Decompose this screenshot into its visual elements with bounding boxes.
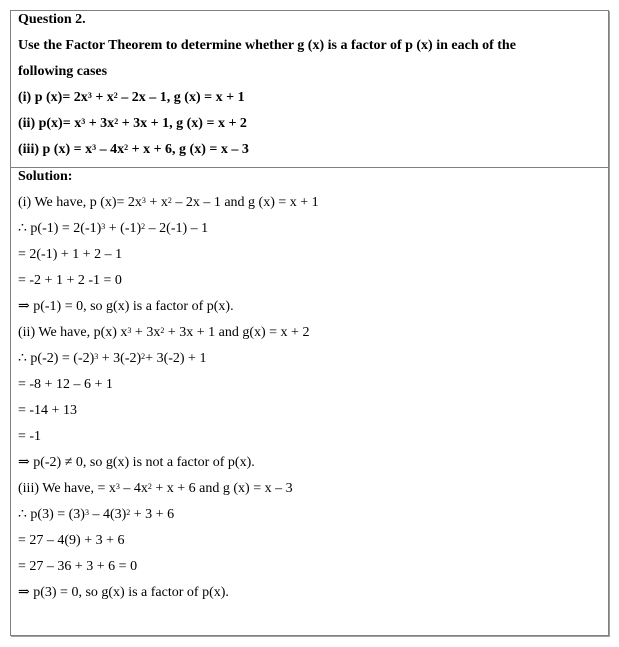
solution-line: = 27 – 4(9) + 3 + 6 bbox=[18, 533, 125, 548]
question-heading: Question 2. bbox=[18, 12, 86, 27]
solution-line: (iii) We have, = $x^3 - 4x^2 + x + 6$ and g (x) = x – 3 bbox=[18, 481, 293, 496]
question-section bbox=[11, 11, 608, 168]
question-case: (iii) p $(x) = x^3 - 4x^2 + x + 6$, g (x) = x – 3 bbox=[18, 142, 249, 157]
solution-heading: Solution: bbox=[18, 169, 73, 184]
solution-line: ⇒ p(-1) = 0, so g(x) is a factor of p(x). bbox=[18, 299, 234, 314]
solution-line: (i) We have, p $(x)= 2x^3 + x^2 - 2x - 1$ and g (x) = x + 1 bbox=[18, 195, 319, 210]
solution-line: = -14 + 13 bbox=[18, 403, 77, 418]
question-prompt-line1: Use the Factor Theorem to determine whether g (x) is a factor of p (x) in each of the bbox=[18, 38, 516, 53]
solution-line: (ii) We have, p(x) $x^3 + 3x^2 + 3x + 1$ and g(x) = x + 2 bbox=[18, 325, 310, 340]
solution-line: = -8 + 12 – 6 + 1 bbox=[18, 377, 113, 392]
solution-line: = 2(-1) + 1 + 2 – 1 bbox=[18, 247, 123, 262]
solution-line: ∴ $p(3) = (3)^3 - 4(3)^2 + 3 + 6$ bbox=[18, 507, 175, 522]
solution-line: ⇒ p(3) = 0, so g(x) is a factor of p(x). bbox=[18, 585, 229, 600]
question-case: (ii) $p(x)= x^3 + 3x^2 + 3x + 1$, g (x) = x + 2 bbox=[18, 116, 247, 131]
solution-line: = -1 bbox=[18, 429, 42, 444]
solution-line: = -2 + 1 + 2 -1 = 0 bbox=[18, 273, 122, 288]
solution-line: ∴ $p(-2) = (-2)^3 + 3(-2)^2+ 3(-2) + 1$ bbox=[18, 351, 207, 366]
document-box bbox=[10, 10, 609, 636]
solution-line: ⇒ p(-2) ≠ 0, so g(x) is not a factor of p(x). bbox=[18, 455, 255, 470]
solution-line: ∴ $p(-1) = 2(-1)^3 + (-1)^2 - 2(-1) - 1$ bbox=[18, 221, 209, 236]
question-prompt-line2: following cases bbox=[18, 64, 108, 79]
question-case: (i) p $(x)= 2x^3 + x^2 - 2x - 1$, g (x) = x + 1 bbox=[18, 90, 245, 105]
solution-line: = 27 – 36 + 3 + 6 = 0 bbox=[18, 559, 138, 574]
